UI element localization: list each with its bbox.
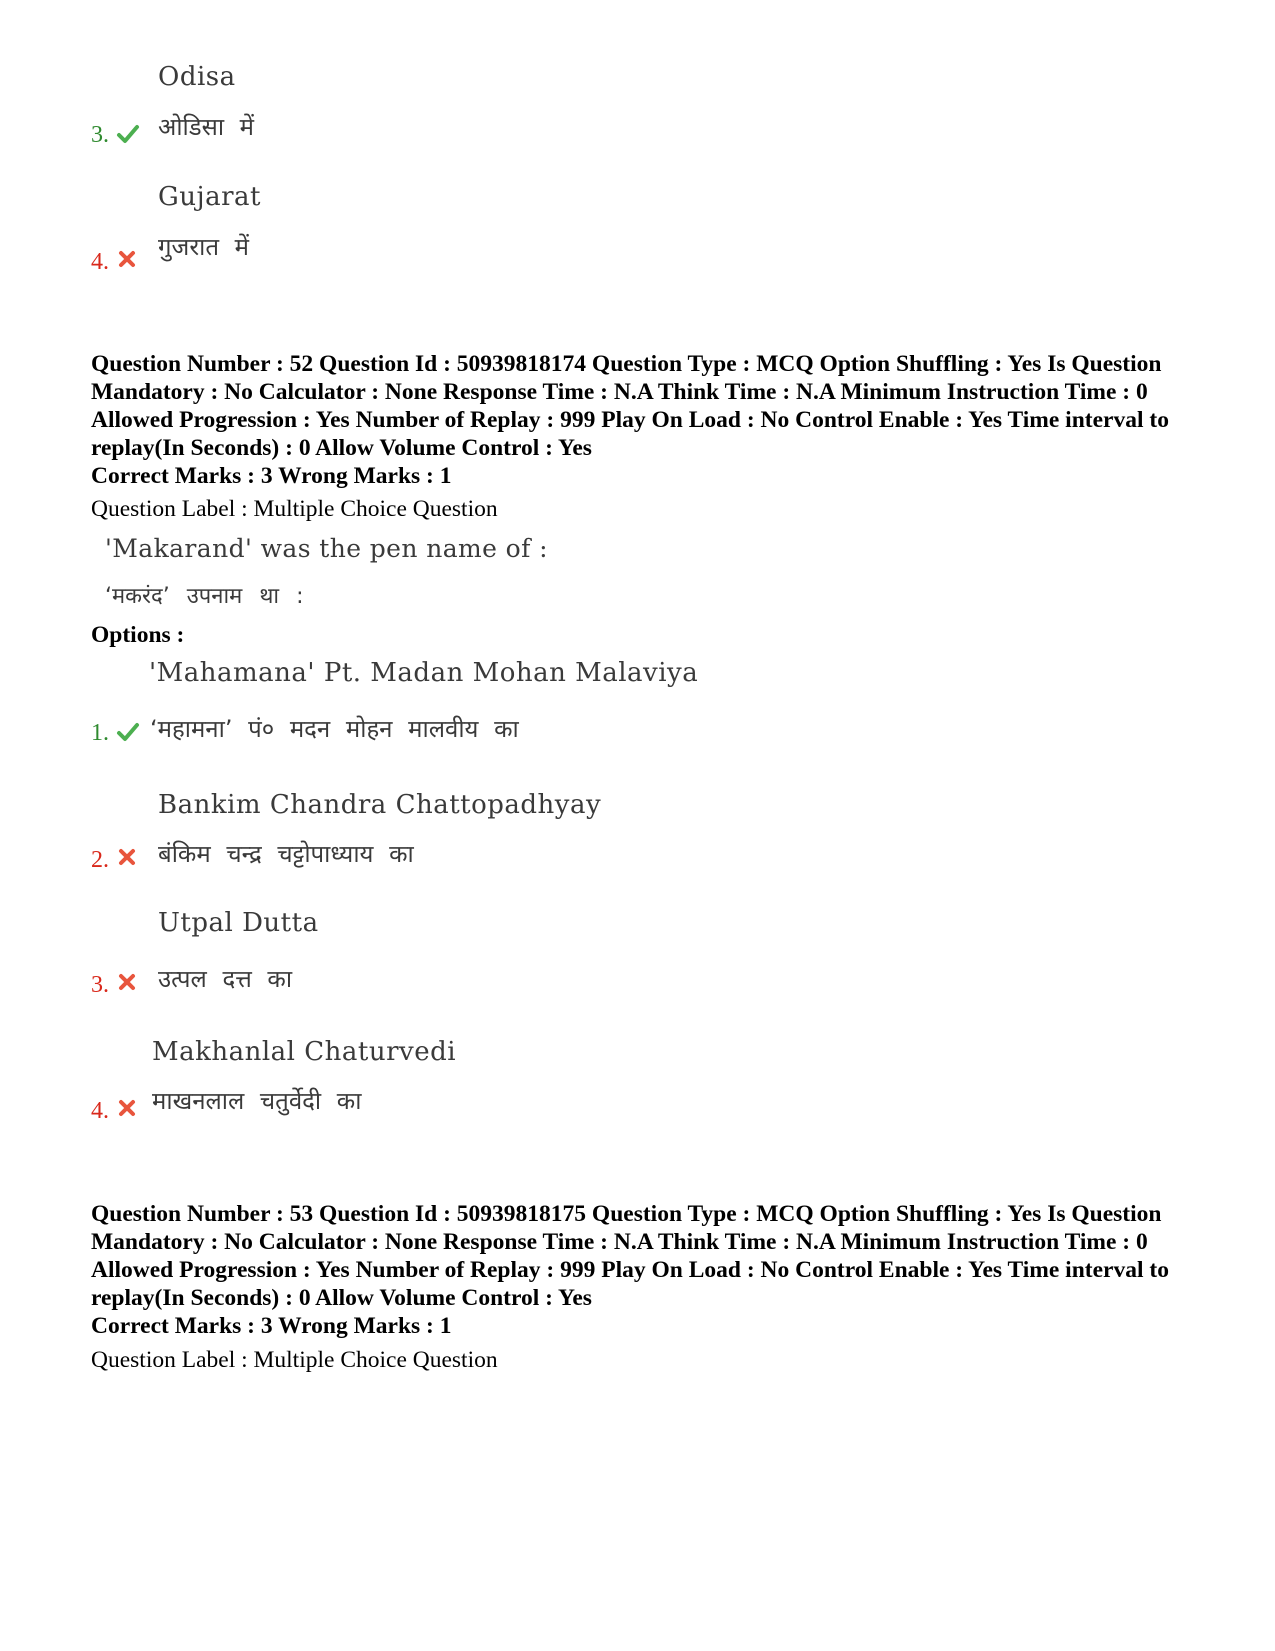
option-number: 2. bbox=[91, 847, 109, 873]
question-meta: Question Number : 52 Question Id : 50939818174 Question Type : MCQ Option Shuffling : Yes Is Question Mandatory : No Calculator : None Response Time : N.A Think Time : N.A Minimum Instruction Time : 0 Allowed Progression : Yes Number of Replay : 999 Play On Load : No Control Enable : Yes Time interval to replay(In Seconds) : 0 Allow Volume Control : Yes bbox=[91, 351, 1169, 461]
question-label: Question Label : Multiple Choice Question bbox=[91, 496, 498, 522]
cross-icon bbox=[118, 848, 136, 866]
option-text-hi: ‘महामना’ पं० मदन मोहन मालवीय का bbox=[150, 715, 519, 743]
option-number: 3. bbox=[91, 972, 109, 998]
option-text-en: Makhanlal Chaturvedi bbox=[152, 1037, 457, 1067]
option-number: 4. bbox=[91, 249, 109, 275]
check-icon bbox=[116, 720, 140, 744]
cross-icon bbox=[118, 1099, 136, 1117]
option-text-hi: बंकिम चन्द्र चट्टोपाध्याय का bbox=[158, 840, 414, 868]
option-text-hi: उत्पल दत्त का bbox=[158, 965, 293, 993]
option-number: 3. bbox=[91, 122, 109, 148]
option-text-hi: गुजरात में bbox=[158, 233, 250, 261]
question-meta: Question Number : 53 Question Id : 50939818175 Question Type : MCQ Option Shuffling : Yes Is Question Mandatory : No Calculator : None Response Time : N.A Think Time : N.A Minimum Instruction Time : 0 Allowed Progression : Yes Number of Replay : 999 Play On Load : No Control Enable : Yes Time interval to replay(In Seconds) : 0 Allow Volume Control : Yes bbox=[91, 1201, 1169, 1311]
option-text-en: Gujarat bbox=[158, 182, 261, 212]
question-text-en: 'Makarand' was the pen name of : bbox=[105, 534, 548, 563]
cross-icon bbox=[118, 973, 136, 991]
option-text-hi: ओडिसा में bbox=[158, 113, 255, 141]
question-text-hi: ‘मकरंद’ उपनाम था : bbox=[105, 584, 304, 609]
option-number: 1. bbox=[91, 720, 109, 746]
options-heading: Options : bbox=[91, 622, 185, 648]
option-text-en: Utpal Dutta bbox=[158, 908, 319, 938]
question-label: Question Label : Multiple Choice Question bbox=[91, 1347, 498, 1373]
option-text-hi: माखनलाल चतुर्वेदी का bbox=[152, 1087, 362, 1115]
cross-icon bbox=[118, 250, 136, 268]
option-text-en: Bankim Chandra Chattopadhyay bbox=[158, 790, 602, 820]
question-marks: Correct Marks : 3 Wrong Marks : 1 bbox=[91, 1313, 452, 1339]
option-number: 4. bbox=[91, 1098, 109, 1124]
check-icon bbox=[116, 122, 140, 146]
option-text-en: 'Mahamana' Pt. Madan Mohan Malaviya bbox=[149, 658, 699, 688]
option-text-en: Odisa bbox=[158, 62, 236, 92]
question-marks: Correct Marks : 3 Wrong Marks : 1 bbox=[91, 463, 452, 489]
